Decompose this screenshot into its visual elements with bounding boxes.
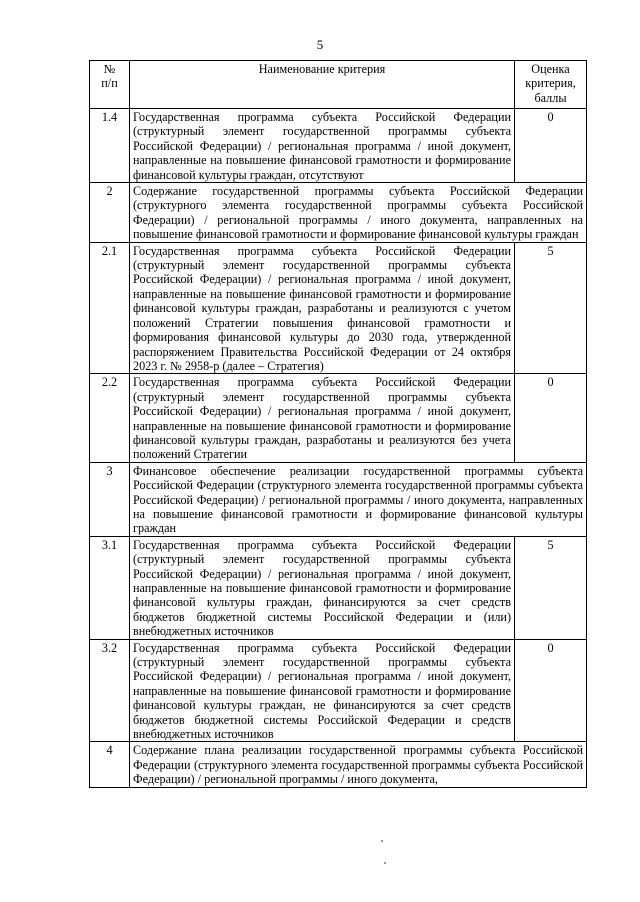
table-section-row [90,462,587,536]
table-section-row [90,183,587,243]
row-number: 4 [90,742,130,788]
row-number: 3.2 [90,639,130,742]
criterion-score: 5 [515,536,587,639]
table-row [90,536,587,639]
row-number: 2.1 [90,242,130,374]
criterion-score: 5 [515,242,587,374]
header-number-line: № [103,62,116,76]
row-number: 2.2 [90,374,130,462]
criterion-score: 0 [515,109,587,183]
table-row [90,109,587,183]
header-criterion-name: Наименование критерия [130,61,515,109]
table-row [90,242,587,374]
table-section-row [90,742,587,788]
header-score [515,61,587,109]
header-number-line: п/п [101,76,118,91]
table-header-row [90,61,587,109]
section-text: Содержание государственной программы субъекта Российской Федерации (структурного элемента государственной программы субъекта Российской Федерации) / региональной программы / иного документа, направленных на повышение финансовой грамотности и формирование финансовой культуры граждан [130,183,587,243]
scan-speck [384,862,386,864]
criteria-table [89,60,587,788]
table-row [90,639,587,742]
row-number: 2 [90,183,130,243]
criterion-text: Государственная программа субъекта Российской Федерации (структурный элемент государственной программы субъекта Российской Федерации) / региональная программа / иной документ, направленные на повышение финансовой грамотности и формирование финансовой культуры граждан, разработаны и реализуются без учета положений Стратегии [130,374,515,462]
scan-speck [381,840,383,842]
criterion-score: 0 [515,639,587,742]
page-number: 5 [316,37,324,52]
section-text [130,742,587,788]
row-number: 3.1 [90,536,130,639]
header-number [90,61,130,109]
criterion-score: 0 [515,374,587,462]
section-text: Финансовое обеспечение реализации государственной программы субъекта Российской Федерации (структурного элемента государственной программы субъекта Российской Федерации) / региональной программы / иного документа, направленных на повышение финансовой грамотности и формирование финансовой культуры граждан [130,462,587,536]
criterion-text: Государственная программа субъекта Российской Федерации (структурный элемент государственной программы субъекта Российской Федерации) / региональная программа / иной документ, направленные на повышение финансовой грамотности и формирование финансовой культуры граждан, финансируются за счет средств бюджетов бюджетной системы Российской Федерации и (или) внебюджетных источников [130,536,515,639]
table-row [90,374,587,462]
criterion-text: Государственная программа субъекта Российской Федерации (структурный элемент государственной программы субъекта Российской Федерации) / региональная программа / иной документ, направленные на повышение финансовой грамотности и формирование финансовой культуры граждан, не финансируются за счет средств бюджетов бюджетной системы Российской Федерации и средств внебюджетных источников [130,639,515,742]
header-score-line: Оценка [531,62,570,76]
row-number: 3 [90,462,130,536]
row-number: 1.4 [90,109,130,183]
header-score-line: критерия, [525,76,576,91]
criterion-text: Государственная программа субъекта Российской Федерации (структурный элемент государственной программы субъекта Российской Федерации) / региональная программа / иной документ, направленные на повышение финансовой грамотности и формирование финансовой культуры граждан, разработаны и реализуются с учетом положений Стратегии повышения финансовой грамотности и формирования финансовой культуры до 2030 года, утвержденной распоряжением Правительства Российской Федерации от 24 октября 2023 г. № 2958-р (далее – Стратегия) [130,242,515,374]
criterion-text: Государственная программа субъекта Российской Федерации (структурный элемент государственной программы субъекта Российской Федерации) / региональная программа / иной документ, направленные на повышение финансовой грамотности и формирование финансовой культуры граждан, отсутствуют [130,109,515,183]
header-score-line: баллы [534,90,567,105]
section-text-clipped: Содержание плана реализации государственной программы субъекта Российской Федерации (структурного элемента государственной программы субъекта Российской Федерации) / региональной программы / иного документа, [133,743,583,787]
